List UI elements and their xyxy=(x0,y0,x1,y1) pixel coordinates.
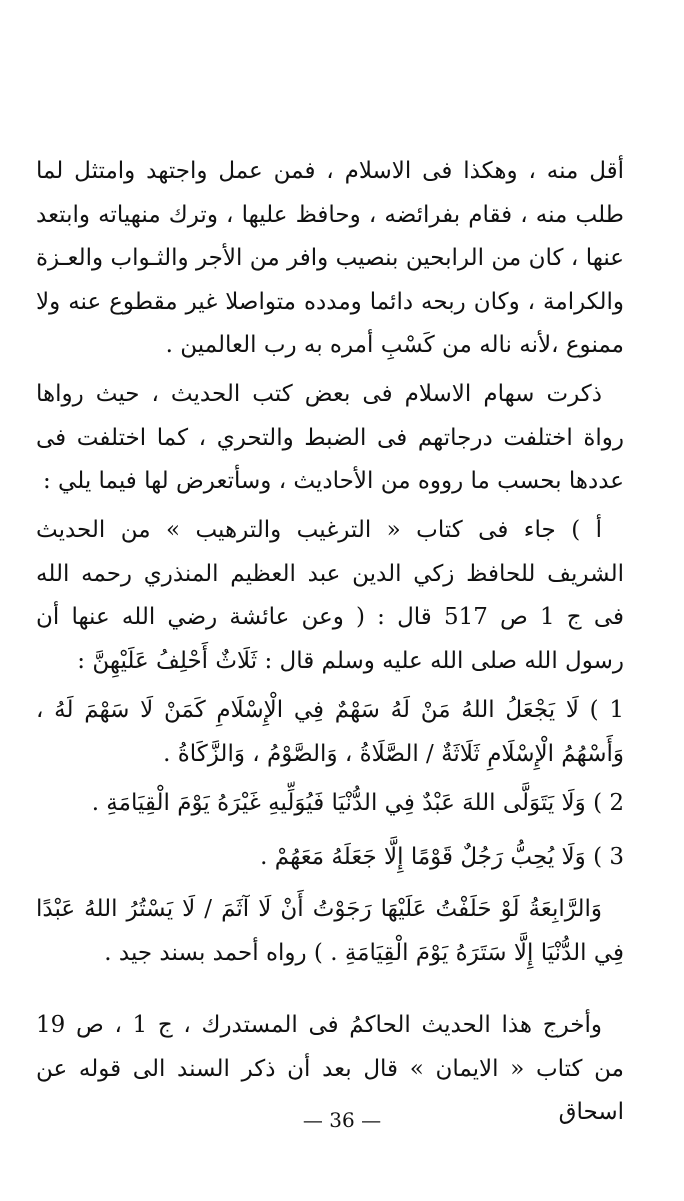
hadith-item-2: 2 ) وَلَا يَتَوَلَّى اللهَ عَبْدٌ فِي الدُّنْيَا فَيُوَلِّيهِ غَيْرَهُ يَوْمَ الْقِيَامَةِ . xyxy=(91,790,624,816)
hadith-item-3: 3 ) وَلَا يُحِبُّ رَجُلٌ قَوْمًا إِلَّا جَعَلَهُ مَعَهُمْ . xyxy=(260,844,624,870)
page-number: — 36 — xyxy=(302,1108,382,1132)
paragraph-targheeb-citation: أ ) جاء فى كتاب « الترغيب والترهيب » من الحديث الشريف للحافظ زكي الدين عبد العظيم المنذري رحمه الله فى ج 1 ص 517 قال : ( وعن عائشة رضي الله عنها أن رسول الله صلى الله عليه وسلم قال : ثَلَاثٌ أَحْلِفُ عَلَيْهِنَّ : xyxy=(36,517,624,674)
paragraph-mustadrak-citation: وأخرج هذا الحديث الحاكمُ فى المستدرك ، ج 1 ، ص 19 من كتاب « الايمان » قال بعد أن ذكر السند الى قوله عن اسحاق xyxy=(36,1012,624,1125)
paragraph-rewards-of-islam: أقل منه ، وهكذا فى الاسلام ، فمن عمل واجتهد وامتثل لما طلب منه ، فقام بفرائضه ، وحافظ عليها ، وترك منهياته وابتعد عنها ، كان من الرابحين بنصيب وافر من الأجر والثـواب والعـزة والكرامة ، وكان ربحه دائما ومدده متواصلا غير مقطوع عنه ولا ممنوع ،لأنه ناله من كَسْبِ أمره به رب العالمين . xyxy=(36,158,624,358)
hadith-item-4: وَالرَّابِعَةُ لَوْ حَلَفْتُ عَلَيْهَا رَجَوْتُ أَنْ لَا آثَمَ / لَا يَسْتُرُ اللهُ عَبْدًا فِي الدُّنْيَا إِلَّا سَتَرَهُ يَوْمَ الْقِيَامَةِ . ) رواه أحمد بسند جيد . xyxy=(36,896,624,966)
paragraph-arrows-of-islam-intro: ذكرت سهام الاسلام فى بعض كتب الحديث ، حيث رواها رواة اختلفت درجاتهم فى الضبط والتحري ، كما اختلفت فى عددها بحسب ما رووه من الأحاديث ، وسأتعرض لها فيما يلي : xyxy=(36,381,624,494)
hadith-item-1: 1 ) لَا يَجْعَلُ اللهُ مَنْ لَهُ سَهْمٌ فِي الْإِسْلَامِ كَمَنْ لَا سَهْمَ لَهُ ، وَأَسْهُمُ الْإِسْلَامِ ثَلَاثَةٌ / الصَّلَاةُ ، وَالصَّوْمُ ، وَالزَّكَاةُ . xyxy=(36,697,624,767)
